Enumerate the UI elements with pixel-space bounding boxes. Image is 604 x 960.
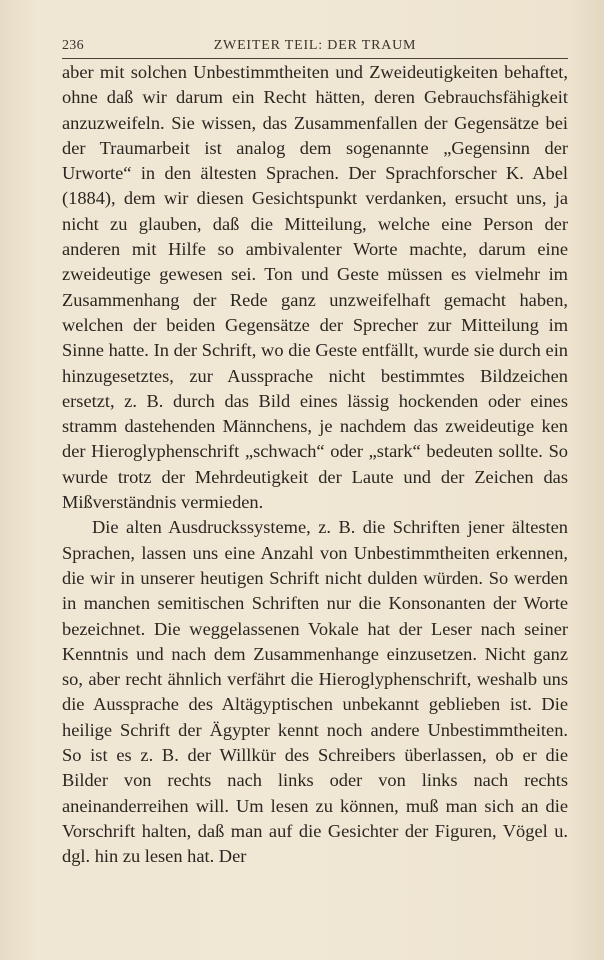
page-header [62,34,568,56]
body-text [62,60,568,870]
running-title: ZWEITER TEIL: DER TRAUM [213,38,417,53]
page-number: 236 [62,38,84,53]
header-rule [62,58,568,59]
paragraph-1: aber mit solchen Unbestimmtheiten und Zweideutigkeiten behaftet, ohne daß wir darum ein Recht hätten, deren Gebrauchsfähigkeit anzuzweifeln. Sie wissen, das Zusammenfallen der Gegensätze bei der Traumarbeit ist analog dem sogenannte „Gegensinn der Urworte“ in den ältesten Sprachen. Der Sprachforscher K. Abel (1884), dem wir diesen Gesichtspunkt verdanken, ersucht uns, ja nicht zu glauben, daß die Mitteilung, welche eine Person der anderen mit Hilfe so ambivalenter Worte machte, darum eine zweideutige gewesen sei. Ton und Geste müssen es vielmehr im Zusammenhang der Rede ganz unzweifelhaft gemacht haben, welchen der beiden Gegensätze der Sprecher zur Mitteilung im Sinne hatte. In der Schrift, wo die Geste entfällt, wurde sie durch ein hinzugesetztes, zur Aussprache nicht bestimmtes Bildzeichen ersetzt, z. B. durch das Bild eines lässig hockenden oder eines stramm dastehenden Männchens, je nachdem das zweideutige ken der Hieroglyphenschrift „schwach“ oder „stark“ bedeuten sollte. So wurde trotz der Mehrdeutigkeit der Laute und der Zeichen das Mißverständnis vermieden. [62,62,568,513]
paragraph-2: Die alten Ausdruckssysteme, z. B. die Schriften jener ältesten Sprachen, lassen uns eine Anzahl von Unbestimmtheiten erkennen, die wir in unserer heutigen Schrift nicht dulden würden. So werden in manchen semitischen Schriften nur die Konsonanten der Worte bezeichnet. Die weggelassenen Vokale hat der Leser nach seiner Kenntnis und nach dem Zusammenhange einzusetzen. Nicht ganz so, aber recht ähnlich verfährt die Hieroglyphenschrift, weshalb uns die Aussprache des Altägyptischen unbekannt geblieben ist. Die heilige Schrift der Ägypter kennt noch andere Unbestimmtheiten. So ist es z. B. der Willkür des Schreibers überlassen, ob er die Bilder von rechts nach links oder von links nach rechts aneinanderreihen will. Um lesen zu können, muß man sich an die Vorschrift halten, daß man auf die Gesichter der Figuren, Vögel u. dgl. hin zu lesen hat. Der [62,517,568,867]
